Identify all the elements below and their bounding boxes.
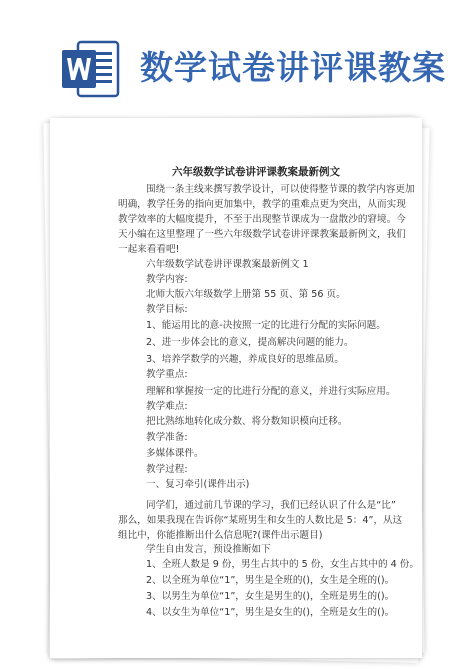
document-title: 六年级数学试卷讲评课教案最新例文 <box>172 166 340 178</box>
intro-line: 教学效率的大幅度提升，不至于出现整节课成为一盘散沙的窘境。今 <box>118 214 406 225</box>
text-line: 理解和掌握按一定的比进行分配的意义，并进行实际应用。 <box>146 386 396 397</box>
label: 教学重点: <box>146 369 188 380</box>
label: 教学过程: <box>146 464 188 475</box>
text-line: 组比中，你能推断出什么信息呢?(课件出示题目) <box>118 530 323 541</box>
word-document-icon <box>60 38 122 100</box>
text-line: 一、复习牵引(课件出示) <box>146 479 250 490</box>
text-line: 学生自由发言，预设推断如下 <box>146 544 271 555</box>
label: 教学目标: <box>146 304 188 315</box>
intro-line: 明确，教学任务的指向更加集中，教学的重难点更为突出，从而实现 <box>118 199 406 210</box>
text-line: 多媒体课件。 <box>146 448 204 459</box>
list-item: 2、以全班为单位“1”，男生是全班的()，女生是全班的()。 <box>146 575 395 586</box>
list-item: 3、培养学数学的兴趣，养成良好的思维品质。 <box>146 354 344 365</box>
banner-title: 数学试卷讲评课教案 <box>140 48 446 87</box>
list-item: 2、进一步体会比的意义，提高解决问题的能力。 <box>146 337 354 348</box>
label: 教学难点: <box>146 401 188 412</box>
banner <box>0 0 474 120</box>
intro-line: 一起来看看吧! <box>118 244 180 255</box>
text-line: 把比熟练地转化成分数、将分数知识模向迁移。 <box>146 416 348 427</box>
text-line: 北师大版六年级数学上册第 55 页、第 56 页。 <box>146 289 346 300</box>
intro-line: 天小编在这里整理了一些六年级数学试卷讲评课教案最新例文，我们 <box>118 229 406 240</box>
section-heading: 六年级数学试卷讲评课教案最新例文 1 <box>146 259 309 270</box>
label: 教学准备: <box>146 432 188 443</box>
list-item: 3、以男生为单位“1”，女生是男生的()，全班是男生的()。 <box>146 591 395 602</box>
intro-line: 围绕一条主线来撰写教学设计，可以使得整节课的教学内容更加 <box>146 184 415 195</box>
list-item: 4、以女生为单位“1”，男生是女生的()，全班是女生的()。 <box>146 607 395 618</box>
label: 教学内容: <box>146 274 188 285</box>
text-line: 同学们，通过前几节课的学习，我们已经认识了什么是“比” <box>146 500 396 511</box>
list-item: 1、能运用比的意-决按照一定的比进行分配的实际问题。 <box>146 320 386 331</box>
list-item: 1、全班人数是 9 份，男生占其中的 5 份，女生占其中的 4 份。 <box>146 559 419 570</box>
text-line: 那么，如果我现在告诉你“某班男生和女生的人数比是 5：4”，从这 <box>118 515 403 526</box>
